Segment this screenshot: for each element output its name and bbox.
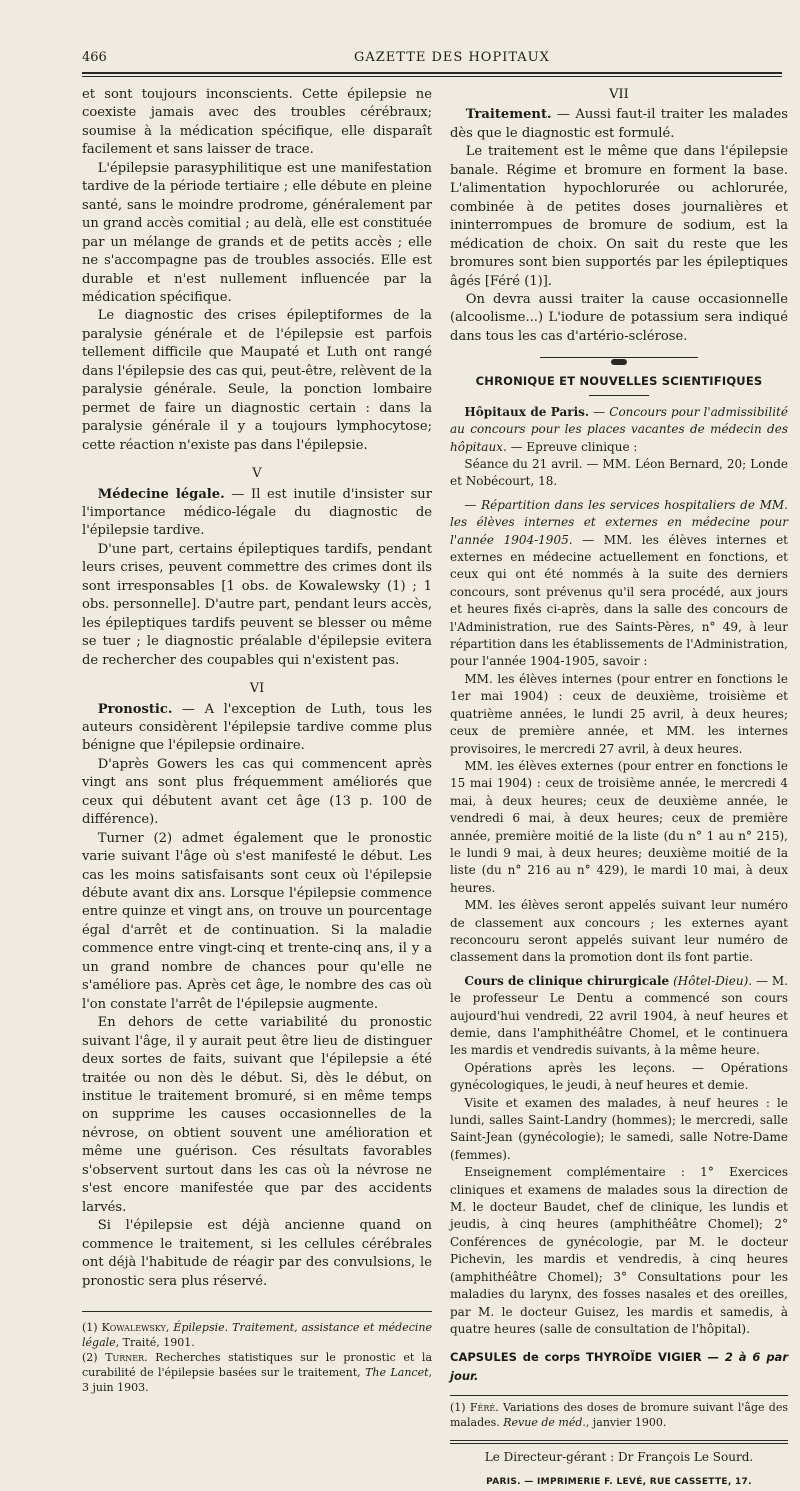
director-line: Le Directeur-gérant : Dr François Le Sourd.	[484, 1450, 754, 1465]
ornament-divider	[450, 352, 788, 362]
paragraph: Visite et examen des malades, à neuf heures : le lundi, salles Saint-Landry (hommes); le mercredi, salle Saint-Jean (gynécologie); le samedi, salle Notre-Dame (femmes).	[450, 1095, 788, 1162]
paragraph: Turner (2) admet également que le pronostic varie suivant l'âge où s'est manifesté le début. Les cas les moins satisfaisants sont ceux où l'épilepsie débute avant dix ans. Lorsque l'épilepsie commence entre quinze et vingt ans, on trouve un pourcentage égal d'arrêt et de continuation. Si la maladie commence entre vingt-cinq et trente-cinq ans, il y a un grand nombre de chances pour qu'elle ne s'améliore pas. Après cet âge, le nombre des cas où l'on constate l'arrêt de l'épilepsie augmente.	[82, 830, 432, 1012]
journal-title: GAZETTE DES HOPITAUX	[354, 50, 550, 65]
printer-line: PARIS. — IMPRIMERIE F. LEVÉ, RUE CASSETTE, 17.	[486, 1476, 752, 1487]
footnote-rule	[82, 1301, 432, 1312]
header-rule	[82, 72, 782, 77]
paragraph: et sont toujours inconscients. Cette épilepsie ne coexiste jamais avec des troubles cérébraux; soumise à la médication spécifique, elle disparaît facilement et sans laisser de trace.	[82, 87, 432, 158]
paragraph: Hôpitaux de Paris. — Concours pour l'admissibilité au concours pour les places vacantes de médecin des hôpitaux. — Epreuve clinique :	[450, 404, 788, 454]
paragraph: Cours de clinique chirurgicale (Hôtel-Dieu). — M. le professeur Le Dentu a commencé son cours aujourd'hui vendredi, 22 avril 1904, à neuf heures et demie, dans l'amphithéâtre Chomel, et le continuera les mardis et vendredis suivants, à la même heure.	[450, 973, 788, 1058]
paragraph: Le traitement est le même que dans l'épilepsie banale. Régime et bromure en forment la base. L'alimentation hypochlorurée ou achlorurée, combinée à de petites doses journalières et ininterrompues de bromure de sodium, est la médication de choix. On sait du reste que les bromures sont bien supportés par les épileptiques âgés [Féré (1)].	[450, 144, 788, 289]
paragraph: — Répartition dans les services hospitaliers de MM. les élèves internes et externes en médecine pour l'année 1904-1905. — MM. les élèves internes et externes en médecine actuellement en fonctions, et ceux qui ont été nommés à la suite des derniers concours, sont prévenus qu'il sera procédé, aux jours et heures fixés ci-après, dans la salle des concours de l'Administration, rue des Saints-Pères, n° 49, à leur répartition dans les établissements de l'Administration, pour l'année 1904-1905, savoir :	[450, 497, 788, 669]
section-number: V	[252, 466, 262, 482]
paragraph: D'après Gowers les cas qui commencent après vingt ans sont plus fréquemment améliorés que ceux qui débutent avant cet âge (13 p. 100 de différence).	[82, 756, 432, 828]
paragraph: On devra aussi traiter la cause occasionnelle (alcoolisme...) L'iodure de potassium sera indiqué dans tous les cas d'artério-sclérose.	[450, 291, 788, 344]
footnote: (2) Turner. Recherches statistiques sur le pronostic et la curabilité de l'épilepsie basées sur le traitement, The Lancet, 3 juin 1903.	[82, 1351, 433, 1394]
paragraph: MM. les élèves seront appelés suivant leur numéro de classement aux concours ; les externes ayant reconcouru seront appelés suivant leur numéro de classement dans la promotion dont ils font partie.	[450, 898, 788, 965]
section-title: Médecine légale.	[97, 486, 225, 502]
footnote: (1) Féré. Variations des doses de bromure suivant l'âge des malades. Revue de méd., janvier 1900.	[450, 1401, 788, 1430]
paragraph: Si l'épilepsie est déjà ancienne quand on commence le traitement, si les cellules cérébrales ont déjà l'habitude de réagir par des convulsions, le pronostic sera plus réservé.	[82, 1218, 432, 1289]
footnote-rule	[450, 1395, 788, 1396]
paragraph: Opérations après les leçons. — Opérations gynécologiques, le jeudi, à neuf heures et demie.	[450, 1060, 788, 1093]
right-column	[450, 86, 788, 1491]
paragraph: Pronostic. — A l'exception de Luth, tous les auteurs considèrent l'épilepsie tardive comme plus bénigne que l'épilepsie ordinaire.	[82, 701, 432, 754]
paragraph: Médecine légale. — Il est inutile d'insister sur l'importance médico-légale du diagnostic de l'épilepsie tardive.	[82, 486, 432, 539]
page-number: 466	[82, 50, 107, 65]
paragraph: Le diagnostic des crises épileptiformes de la paralysie générale et de l'épilepsie est parfois tellement difficile que Maupaté et Luth ont rangé dans l'épilepsie des cas qui, peut-être, relèvent de la paralysie générale. Seule, la ponction lombaire permet de faire un diagnostic certain : dans la paralysie générale il y a toujours lymphocytose; cette réaction n'existe pas dans l'épilepsie.	[82, 308, 432, 453]
page-header	[82, 46, 780, 70]
section-number: VI	[249, 681, 265, 697]
advertisement: CAPSULES de corps THYROÏDE VIGIER — 2 à 6 par jour.	[450, 1350, 788, 1383]
section-number: VII	[609, 87, 629, 102]
paragraph: MM. les élèves externes (pour entrer en fonctions le 15 mai 1904) : ceux de troisième année, le mercredi 4 mai, à deux heures; ceux de deuxième année, le vendredi 6 mai, à deux heures; ceux de première année, première moitié de la liste (du n° 1 au n° 215), le lundi 9 mai, à deux heures; deuxième moitié de la liste (du n° 216 au n° 429), le mardi 10 mai, à deux heures.	[450, 758, 788, 895]
paragraph: MM. les élèves internes (pour entrer en fonctions le 1er mai 1904) : ceux de deuxième, troisième et quatrième années, le lundi 25 avril, à deux heures; ceux de première année, et MM. les internes provisoires, le mercredi 27 avril, à deux heures.	[450, 671, 788, 756]
paragraph: En dehors de cette variabilité du pronostic suivant l'âge, il y aurait peut être lieu de distinguer deux sortes de faits, suivant que l'épilepsie a été traitée ou non dès le début. Si, dès le début, on institue le traitement bromuré, si en même temps on supprime les causes occasionnelles de la névrose, on obtient souvent une amélioration et même une guérison. Ces résultats favorables s'observent surtout dans les cas où la névrose ne s'est encore manifestée que par des accidents larvés.	[82, 1015, 432, 1215]
heading-rule	[589, 395, 649, 396]
news-title: Hôpitaux de Paris.	[464, 404, 590, 419]
section-title: Pronostic.	[97, 701, 173, 717]
news-block	[450, 404, 788, 1339]
news-title: Cours de clinique chirurgicale	[464, 973, 670, 988]
chronique-heading: CHRONIQUE ET NOUVELLES SCIENTIFIQUES	[475, 374, 763, 389]
gerant-rule	[450, 1440, 788, 1444]
paragraph: Enseignement complémentaire : 1° Exercices cliniques et examens de malades sous la direction de M. le docteur Baudet, chef de clinique, les lundis et jeudis, à cinq heures (amphithéâtre Chomel); 2° Conférences de gynécologie, par M. le docteur Pichevin, les mardis et vendredis, à cinq heures (amphithéâtre Chomel); 3° Consultations pour les maladies du larynx, des fosses nasales et des oreilles, par M. le docteur Guisez, les mardis et samedis, à quatre heures (salle de consultation de l'hôpital).	[450, 1165, 788, 1336]
section-title: Traitement.	[465, 107, 552, 123]
paragraph: D'une part, certains épileptiques tardifs, pendant leurs crises, peuvent commettre des crimes dont ils sont irresponsables [1 obs. de Kowalewsky (1) ; 1 obs. personnelle]. D'autre part, pendant leurs accès, les épileptiques tardifs peuvent se blesser ou même se tuer ; le diagnostic préalable d'épilepsie evitera de rechercher des coupables qui n'existent pas.	[82, 541, 432, 668]
paragraph: L'épilepsie parasyphilitique est une manifestation tardive de la période tertiaire ; elle débute en pleine santé, sans le moindre prodrome, généralement par un grand accès comitial ; au delà, elle est constituée par un mélange de grands et de petits accès ; elle ne s'accompagne pas de troubles associés. Elle est durable et n'est nullement influencée par la médication spécifique.	[82, 160, 432, 305]
paragraph: Traitement. — Aussi faut-il traiter les malades dès que le diagnostic est formulé.	[450, 107, 788, 141]
paragraph: Séance du 21 avril. — MM. Léon Bernard, 20; Londe et Nobécourt, 18.	[450, 457, 788, 489]
left-column	[82, 86, 432, 1395]
footnote: (1) Kowalewsky, Épilepsie. Traitement, assistance et médecine légale, Traité, 1901.	[82, 1321, 432, 1349]
